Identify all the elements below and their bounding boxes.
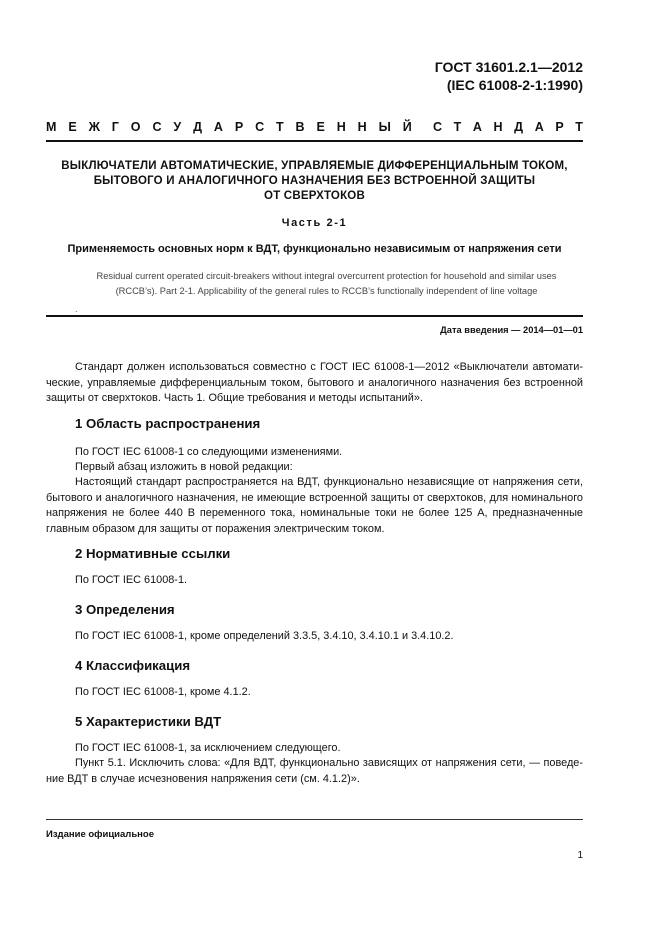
section-4-text: По ГОСТ IEC 61008-1, кроме 4.1.2. bbox=[75, 686, 251, 698]
title-line-1: ВЫКЛЮЧАТЕЛИ АВТОМАТИЧЕСКИЕ, УПРАВЛЯЕМЫЕ ДИФФЕРЕНЦИАЛЬНЫМ ТОКОМ, bbox=[61, 160, 568, 172]
section-1-line-2: Первый абзац изложить в новой редакции: bbox=[75, 461, 293, 473]
section-2-heading: 2 Нормативные ссылки bbox=[75, 546, 231, 561]
section-1-line-1: По ГОСТ IEC 61008-1 со следующими изменениями. bbox=[75, 446, 343, 458]
english-title-line-1: Residual current operated circuit-breakers without integral overcurrent protection for household and similar uses bbox=[96, 271, 557, 281]
section-3-text: По ГОСТ IEC 61008-1, кроме определений 3.3.5, 3.4.10, 3.4.10.1 и 3.4.10.2. bbox=[75, 630, 454, 642]
section-1-heading: 1 Область распространения bbox=[75, 416, 261, 431]
section-4-heading: 4 Классификация bbox=[75, 658, 191, 673]
english-title-line-2: (RCCB’s). Part 2-1. Applicability of the general rules to RCCB’s functionally independent of line voltage bbox=[115, 286, 538, 296]
section-1-paragraph: Настоящий стандарт распространяется на ВДТ, функционально независящие от напряжения сети, бытового и аналогичного назначения, не имеющие встроенной защиты от сверхтоков, для номинального напряжения не более 440 В переменного тока, номинальные токи не более 125 А, предназначенные главным образом для защиты от поражения электрическим током. bbox=[46, 476, 583, 535]
official-edition-label: Издание официальное bbox=[46, 829, 154, 840]
title-line-3: ОТ СВЕРХТОКОВ bbox=[264, 190, 365, 202]
banner-word-standard: С Т А Н Д А Р Т bbox=[433, 120, 583, 134]
intro-paragraph: Стандарт должен использоваться совместно с ГОСТ IEC 61008-1—2012 «Выключатели автоматические, управляемые дифференциальным током, бытового и аналогичного назначения без встроенной защиты от сверхтоков. Часть 1. Общие требования и методы испытаний». bbox=[46, 361, 583, 404]
section-3-heading: 3 Определения bbox=[75, 602, 175, 617]
english-title bbox=[70, 269, 583, 299]
part-label: Часть 2-1 bbox=[281, 217, 348, 229]
introduction-date: Дата введения — 2014—01—01 bbox=[440, 325, 583, 335]
footer-divider bbox=[46, 819, 583, 820]
section-5-heading: 5 Характеристики ВДТ bbox=[75, 714, 222, 729]
section-5-paragraph: Пункт 5.1. Исключить слова: «Для ВДТ, функционально зависящих от напряжения сети, — поведение ВДТ в случае исчезновения напряжения сети (см. 4.1.2)». bbox=[46, 757, 583, 785]
standard-code-gost: ГОСТ 31601.2.1—2012 bbox=[434, 59, 583, 75]
title-divider bbox=[46, 315, 583, 317]
standard-type-banner bbox=[46, 120, 583, 134]
document-title bbox=[46, 159, 583, 204]
stray-dot: . bbox=[75, 304, 78, 314]
section-2-text: По ГОСТ IEC 61008-1. bbox=[75, 574, 188, 586]
section-5-line-1: По ГОСТ IEC 61008-1, за исключением следующего. bbox=[75, 742, 341, 754]
page-number: 1 bbox=[577, 850, 583, 861]
standard-code-iec: (IEC 61008-2-1:1990) bbox=[446, 77, 583, 93]
banner-word-interstate: М Е Ж Г О С У Д А Р С Т В Е Н Н Ы Й bbox=[46, 120, 412, 134]
title-line-2: БЫТОВОГО И АНАЛОГИЧНОГО НАЗНАЧЕНИЯ БЕЗ ВСТРОЕННОЙ ЗАЩИТЫ bbox=[93, 175, 536, 187]
header-divider bbox=[46, 140, 583, 142]
part-subtitle: Применяемость основных норм к ВДТ, функционально независимым от напряжения сети bbox=[67, 243, 562, 255]
standard-code bbox=[435, 58, 583, 94]
